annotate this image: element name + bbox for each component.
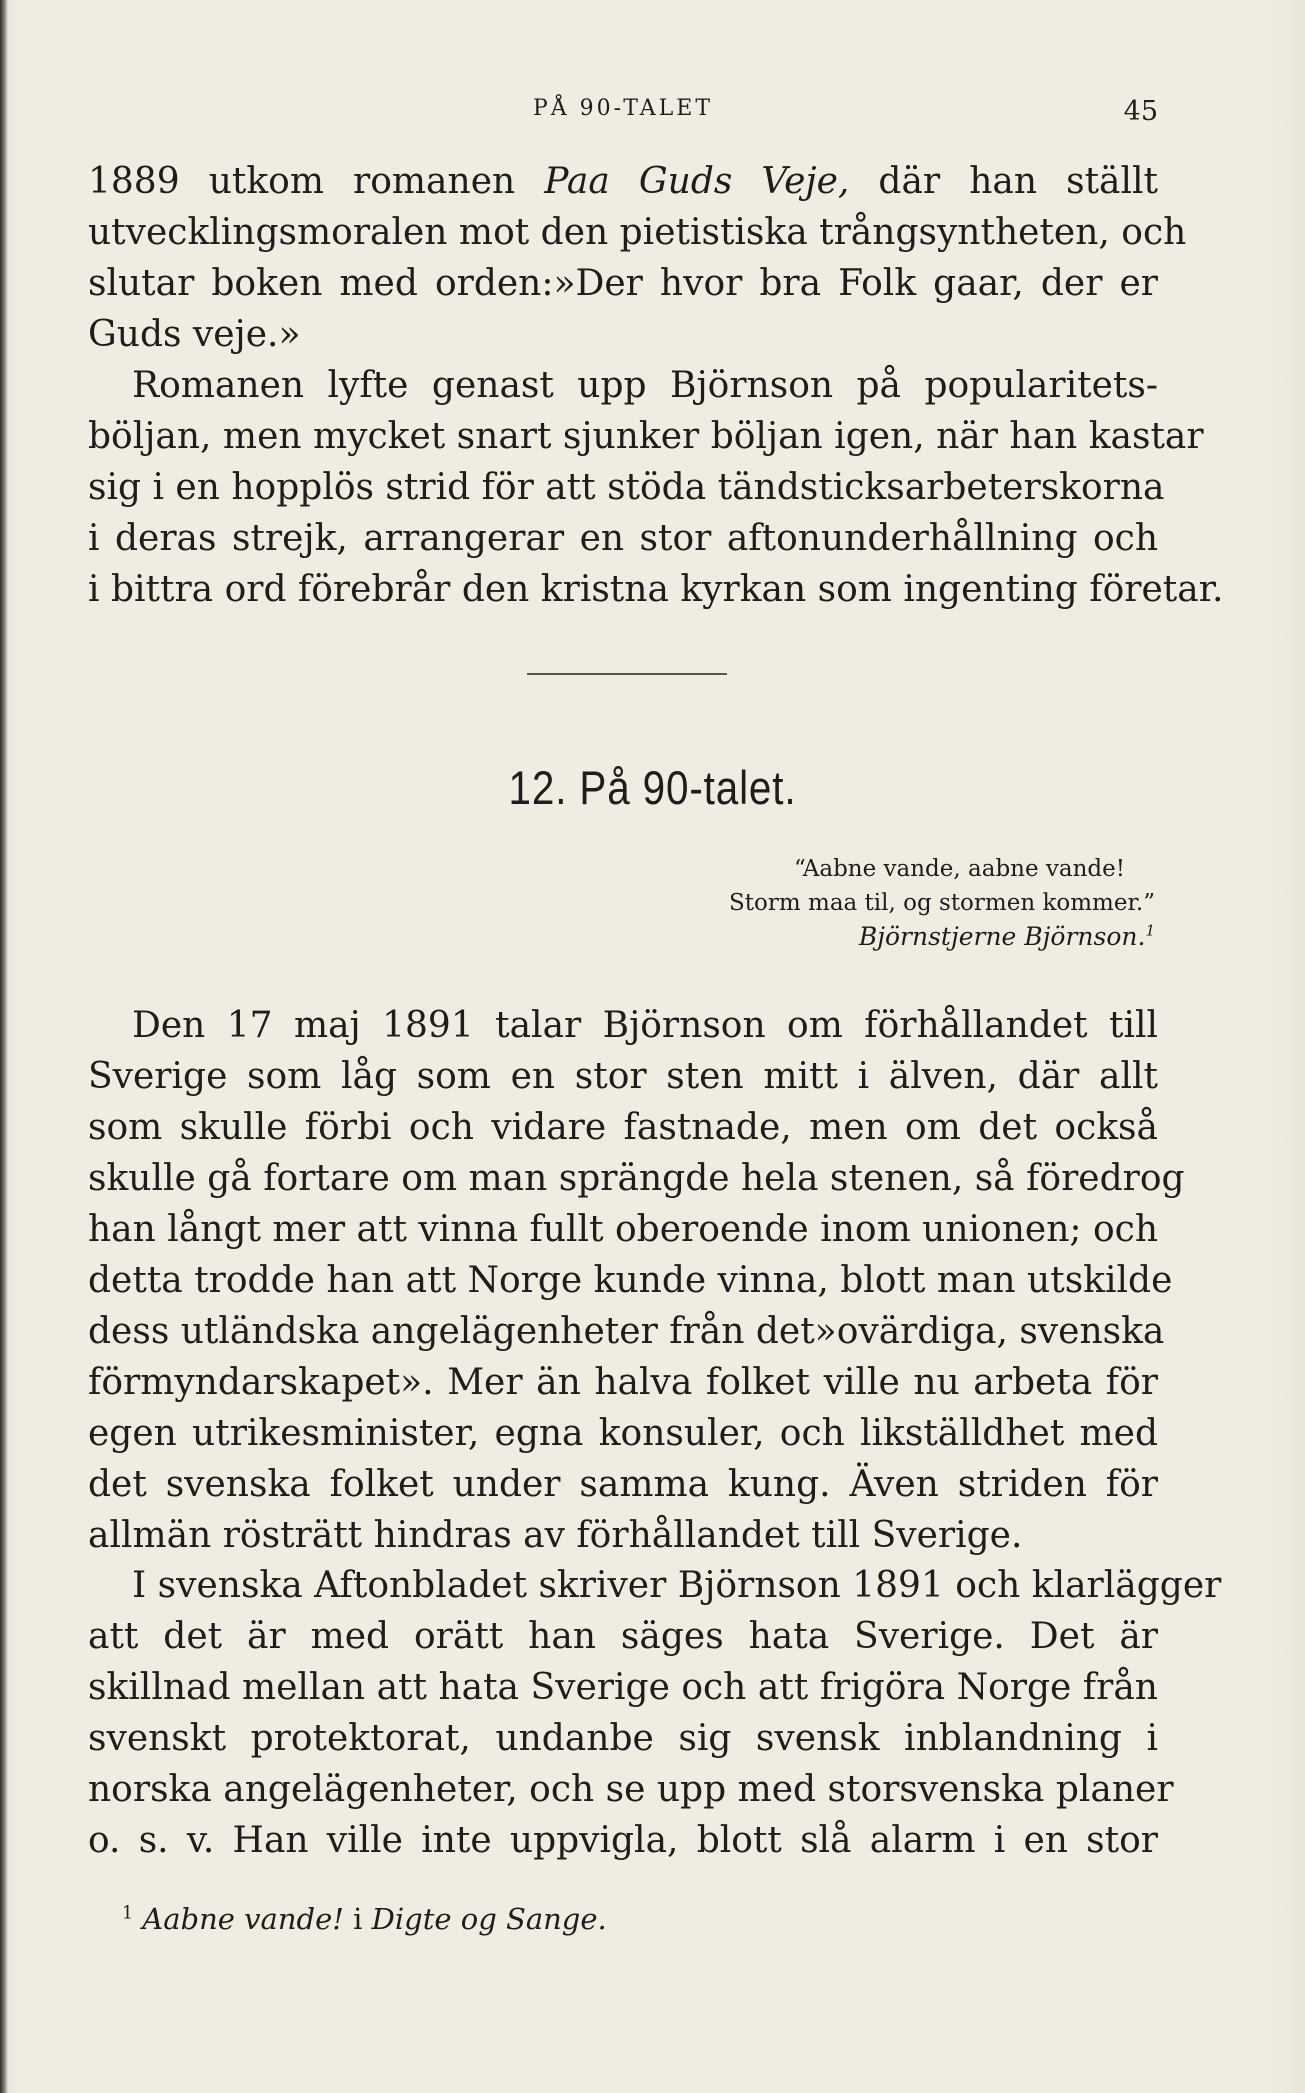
paragraph-2-line-1: Romanen lyfte genast upp Björnson på popularitets-: [132, 365, 1158, 406]
epigraph-line-2: Storm maa til, og stormen kommer.”: [729, 890, 1155, 916]
epigraph-line-1: “Aabne vande, aabne vande!: [793, 856, 1125, 882]
paragraph-4: [88, 1560, 1222, 1866]
paragraph-4-line-2: att det är med orätt han säges hata Sverige. Det är: [88, 1616, 1158, 1657]
paragraph-4-line-5: norska angelägenheter, och se upp med storsvenska planer: [88, 1769, 1174, 1810]
paragraph-3-line-3: som skulle förbi och vidare fastnade, men om det också: [88, 1107, 1158, 1148]
running-head: [88, 96, 1158, 136]
paragraph-4-line-4: svenskt protektorat, undanbe sig svensk inblandning i: [88, 1718, 1158, 1759]
paragraph-2-line-4: i deras strejk, arrangerar en stor aftonunderhållning och: [88, 518, 1158, 559]
paragraph-4-line-3: skillnad mellan att hata Sverige och att frigöra Norge från: [88, 1667, 1158, 1708]
paragraph-1-line-2: utvecklingsmoralen mot den pietistiska trångsyntheten, och: [88, 212, 1187, 253]
paragraph-3: [88, 1000, 1185, 1561]
footnote-poem-title: Aabne vande!: [142, 1902, 344, 1936]
footnote-reference: 1: [1145, 921, 1155, 940]
paragraph-2-line-5: i bittra ord förebrår den kristna kyrkan som ingenting företar.: [88, 569, 1224, 610]
text-run: 1889 utkom romanen: [88, 161, 545, 202]
epigraph-attribution: [729, 920, 1155, 954]
section-separator: [527, 673, 727, 675]
paragraph-3-line-6: detta trodde han att Norge kunde vinna, blott man utskilde: [88, 1260, 1173, 1301]
paragraph-3-line-1: Den 17 maj 1891 talar Björnson om förhållandet till: [132, 1005, 1158, 1046]
paragraph-1-line-1: [88, 156, 1158, 207]
footnote-connector: i: [343, 1902, 372, 1936]
book-gutter-shadow: [0, 0, 8, 2093]
book-title-italic: Paa Guds Veje,: [544, 161, 850, 202]
paragraph-3-line-10: det svenska folket under samma kung. Även striden för: [88, 1464, 1158, 1505]
paragraph-3-line-2: Sverige som låg som en stor sten mitt i älven, där allt: [88, 1056, 1158, 1097]
page-number: 45: [1123, 96, 1158, 127]
text-run: där han ställt: [849, 161, 1158, 202]
paragraph-3-line-8: förmyndarskapet». Mer än halva folket ville nu arbeta för: [88, 1362, 1158, 1403]
paragraph-2-line-2: böljan, men mycket snart sjunker böljan igen, när han kastar: [88, 416, 1204, 457]
footnote: [122, 1902, 607, 1936]
paragraph-3-line-7: dess utländska angelägenheter från det»ovärdiga, svenska: [88, 1311, 1165, 1352]
paragraph-1: [88, 156, 1187, 360]
paragraph-3-line-5: han långt mer att vinna fullt oberoende inom unionen; och: [88, 1209, 1158, 1250]
footnote-marker: 1: [122, 1903, 134, 1924]
paragraph-4-line-1: I svenska Aftonbladet skriver Björnson 1891 och klarlägger: [132, 1565, 1222, 1606]
epigraph-author: Björnstjerne Björnson.: [858, 922, 1146, 951]
paragraph-2-line-3: sig i en hopplös strid för att stöda tändsticksarbeterskorna: [88, 467, 1165, 508]
paragraph-3-line-4: skulle gå fortare om man sprängde hela stenen, så föredrog: [88, 1158, 1185, 1199]
footnote-collection-title: Digte og Sange.: [371, 1902, 607, 1936]
paragraph-3-line-11: allmän rösträtt hindras av förhållandet till Sverige.: [88, 1515, 1023, 1556]
paragraph-2: [88, 360, 1224, 615]
paragraph-1-line-3: slutar boken med orden:»Der hvor bra Folk gaar, der er: [88, 263, 1158, 304]
chapter-heading: 12. På 90-talet.: [508, 761, 797, 814]
paragraph-4-line-6: o. s. v. Han ville inte uppvigla, blott slå alarm i en stor: [88, 1820, 1158, 1861]
paragraph-3-line-9: egen utrikesminister, egna konsuler, och likställdhet med: [88, 1413, 1158, 1454]
epigraph: [729, 852, 1155, 954]
paragraph-1-line-4: Guds veje.»: [88, 314, 301, 355]
running-title: PÅ 90-TALET: [532, 96, 714, 121]
